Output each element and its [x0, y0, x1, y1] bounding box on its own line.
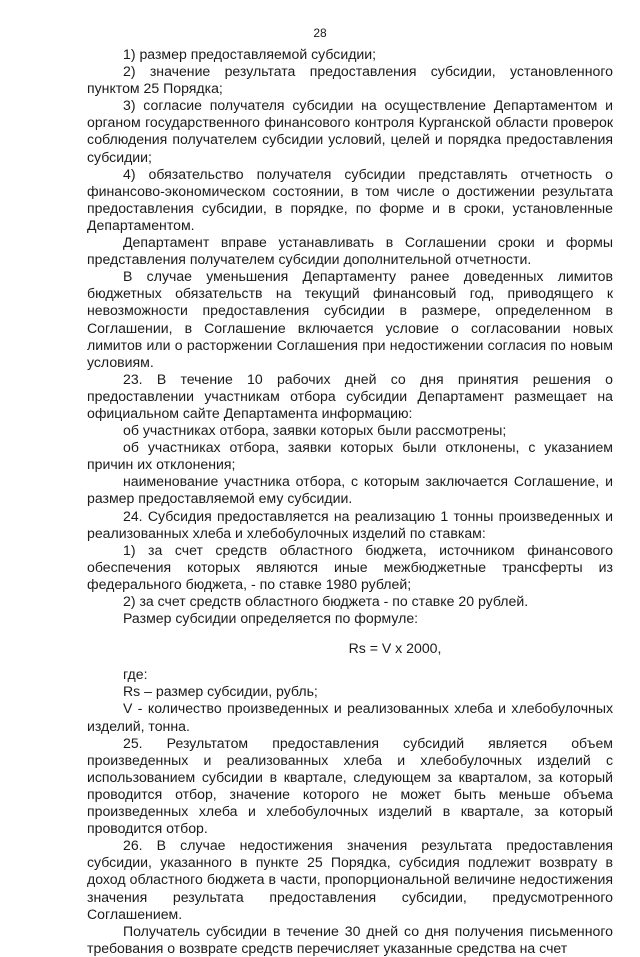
paragraph-limits: В случае уменьшения Департаменту ранее доведенных лимитов бюджетных обязательств на текущий финансовый год, приводящего к невозможности предоставления субсидии в размере, определенном в Соглашении, в Соглашение включается условие о согласовании новых лимитов или о расторжении Соглашения при недостижении согласия по новым условиям.	[87, 268, 613, 370]
paragraph-rejected: об участниках отбора, заявки которых были отклонены, с указанием причин их отклонения;	[87, 439, 613, 473]
paragraph-rs-def: Rs – размер субсидии, рубль;	[123, 683, 318, 700]
paragraph-refund: Получатель субсидии в течение 30 дней со дня получения письменного требования о возврате средств перечисляет указанные средства на счет	[87, 922, 613, 956]
paragraph-item-4: 4) обязательство получателя субсидии представлять отчетность о финансово-экономическом состоянии, в том числе о достижении результата предоставления субсидии, в порядке, по форме и в сроки, установленные Департаментом.	[87, 165, 613, 233]
paragraph-item-2: 2) значение результата предоставления субсидии, установленного пунктом 25 Порядка;	[87, 63, 613, 97]
paragraph-24: 24. Субсидия предоставляется на реализацию 1 тонны произведенных и реализованных хлеба и хлебобулочных изделий по ставкам:	[87, 507, 613, 541]
paragraph-23: 23. В течение 10 рабочих дней со дня принятия решения о предоставлении участникам отбора субсидии Департамент размещает на официальном сайте Департамента информацию:	[87, 370, 613, 421]
paragraph-rate-1: 1) за счет средств областного бюджета, источником финансового обеспечения которых являются иные межбюджетные трансферты из федерального бюджета, - по ставке 1980 рублей;	[87, 541, 613, 592]
document-body	[87, 46, 613, 957]
paragraph-item-3: 3) согласие получателя субсидии на осуществление Департаментом и органом государственного финансового контроля Курганской области проверок соблюдения получателем субсидии условий, целей и порядка предоставления субсидии;	[87, 97, 613, 165]
paragraph-item-1: 1) размер предоставляемой субсидии;	[123, 46, 377, 62]
paragraph-26: 26. В случае недостижения значения результата предоставления субсидии, указанного в пункте 25 Порядка, субсидия подлежит возврату в доход областного бюджета в части, пропорциональной величине недостижения значения результата предоставления субсидии, предусмотренного Соглашением.	[87, 837, 613, 922]
paragraph-25: 25. Результатом предоставления субсидий является объем произведенных и реализованных хлеба и хлебобулочных изделий с использованием субсидии в квартале, следующем за кварталом, за который проводится отбор, значение которого не может быть меньше объема произведенных хлеба и хлебобулочных изделий в квартале, за который проводится отбор.	[87, 734, 613, 837]
paragraph-reporting: Департамент вправе устанавливать в Соглашении сроки и формы представления получателем субсидии дополнительной отчетности.	[87, 234, 613, 268]
paragraph-formula-intro: Размер субсидии определяется по формуле:	[123, 610, 419, 627]
paragraph-rate-2: 2) за счет средств областного бюджета - по ставке 20 рублей.	[123, 593, 529, 609]
paragraph-winner: наименование участника отбора, с которым заключается Соглашение, и размер предоставляемой ему субсидии.	[87, 473, 613, 507]
paragraph-v-def: V - количество произведенных и реализованных хлеба и хлебобулочных изделий, тонна.	[87, 700, 613, 734]
paragraph-reviewed: об участниках отбора, заявки которых были рассмотрены;	[123, 422, 507, 439]
paragraph-where: где:	[123, 666, 148, 683]
subsidy-formula: Rs = V x 2000,	[348, 640, 442, 657]
page-number: 28	[313, 26, 327, 40]
